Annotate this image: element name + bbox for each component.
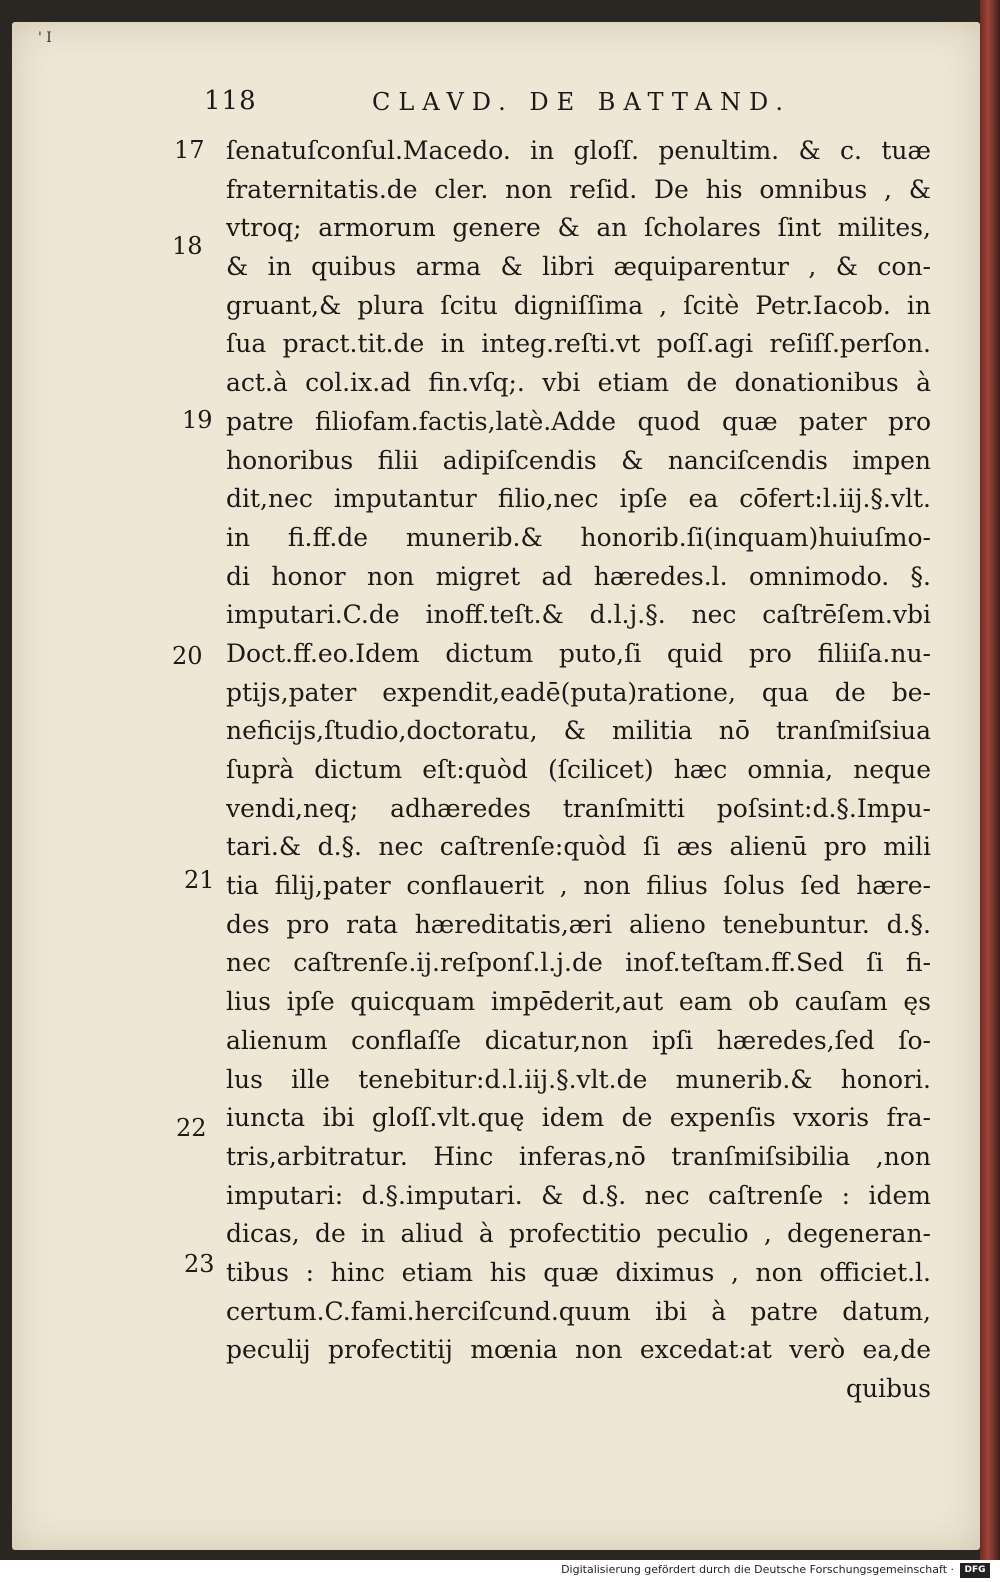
text-line: ptijs,pater expendit,eadē(puta)ratione, qua de be- [226, 677, 931, 707]
margin-note-number: 19 [182, 406, 213, 434]
text-line: neficijs,ſtudio,doctoratu, & militia nō tranſmiſsiua [226, 716, 931, 746]
margin-note-number: 18 [172, 232, 203, 260]
body-text [226, 132, 931, 1409]
text-line: dit,nec imputantur filio,nec ipſe ea cōfert:l.iij.§.vlt. [226, 484, 931, 514]
text-line: in fi.ff.de munerib.& honorib.ſi(inquam)huiuſmo- [226, 522, 931, 552]
margin-note-number: 23 [184, 1250, 215, 1278]
catchword: quibus [845, 1374, 931, 1403]
funding-credit: Digitalisierung gefördert durch die Deutsche Forschungsgemeinschaft · [561, 1563, 954, 1576]
text-line: gruant,& plura ſcitu digniſſima , ſcitè Petr.Iacob. in [226, 290, 931, 320]
text-line: imputari: d.§.imputari. & d.§. nec caſtrenſe : idem [226, 1180, 931, 1210]
text-line: honoribus filii adipiſcendis & nanciſcendis impen [226, 445, 931, 475]
text-line: tia filij,pater conflauerit , non filius ſolus ſed hære- [226, 871, 931, 901]
text-line: des pro rata hæreditatis,æri alieno tenebuntur. d.§. [226, 909, 931, 939]
text-line: certum.C.fami.herciſcund.quum ibi à patre datum, [226, 1296, 931, 1326]
text-line: ſenatuſconſul.Macedo. in gloſſ. penultim. & c. tuæ [226, 136, 931, 165]
text-line: iuncta ibi gloſſ.vlt.quę idem de expenſis vxoris fra- [226, 1103, 931, 1133]
dfg-logo: DFG [960, 1563, 990, 1578]
margin-note-number: 21 [184, 866, 215, 894]
text-line: ſuprà dictum eſt:quòd (ſcilicet) hæc omnia, neque [226, 755, 931, 784]
text-line: ſua pract.tit.de in integ.reſti.vt poſſ.agi reſiſſ.perſon. [226, 329, 931, 359]
text-line: dicas, de in aliud à profectitio peculio , degeneran- [226, 1219, 931, 1249]
text-line: patre filiofam.factis,latè.Adde quod quæ pater pro [226, 406, 931, 436]
corner-mark: ' I [38, 30, 52, 46]
text-line: lius ipſe quicquam impēderit,aut eam ob cauſam ęs [226, 987, 931, 1017]
margin-note-number: 22 [176, 1114, 207, 1142]
margin-note-number: 20 [172, 642, 203, 670]
text-line: lus ille tenebitur:d.l.iij.§.vlt.de munerib.& honori. [226, 1064, 931, 1094]
footer-bar [0, 1560, 1000, 1582]
text-line: peculij profectitij mœnia non excedat:at verò ea,de [226, 1335, 931, 1365]
text-line: fraternitatis.de cler. non reſid. De his omnibus , & [226, 174, 931, 204]
text-line: tris,arbitratur. Hinc inferas,nō tranſmiſsibilia ,non [226, 1141, 931, 1171]
text-line: tibus : hinc etiam his quæ diximus , non officiet.l. [226, 1257, 931, 1287]
text-line: alienum conflaſſe dicatur,non ipſi hæredes,ſed ſo- [226, 1025, 931, 1055]
text-line: nec caſtrenſe.ij.reſponſ.l.j.de inof.teſtam.ff.Sed ſi fi- [226, 948, 931, 978]
running-header [204, 86, 804, 122]
book-edge [980, 0, 1000, 1560]
text-line: Doct.ff.eo.Idem dictum puto,ſi quid pro filiiſa.nu- [226, 638, 931, 668]
text-line: tari.& d.§. nec caſtrenſe:quòd ſi æs alienū pro mili [226, 832, 931, 862]
text-line: di honor non migret ad hæredes.l. omnimodo. §. [226, 561, 931, 591]
text-line: vtroq; armorum genere & an ſcholares ſint milites, [226, 213, 931, 243]
text-line: & in quibus arma & libri æquiparentur , & con- [226, 252, 931, 282]
margin-note-number: 17 [174, 136, 205, 164]
text-line: vendi,neq; adhæredes tranſmitti poſsint:d.§.Impu- [226, 793, 931, 823]
page-number: 118 [204, 86, 257, 116]
text-line: act.à col.ix.ad fin.vſq;. vbi etiam de donationibus à [226, 368, 931, 398]
text-line: imputari.C.de inoff.teſt.& d.l.j.§. nec caſtrēſem.vbi [226, 600, 931, 630]
running-title: CLAVD. DE BATTAND. [372, 88, 791, 116]
